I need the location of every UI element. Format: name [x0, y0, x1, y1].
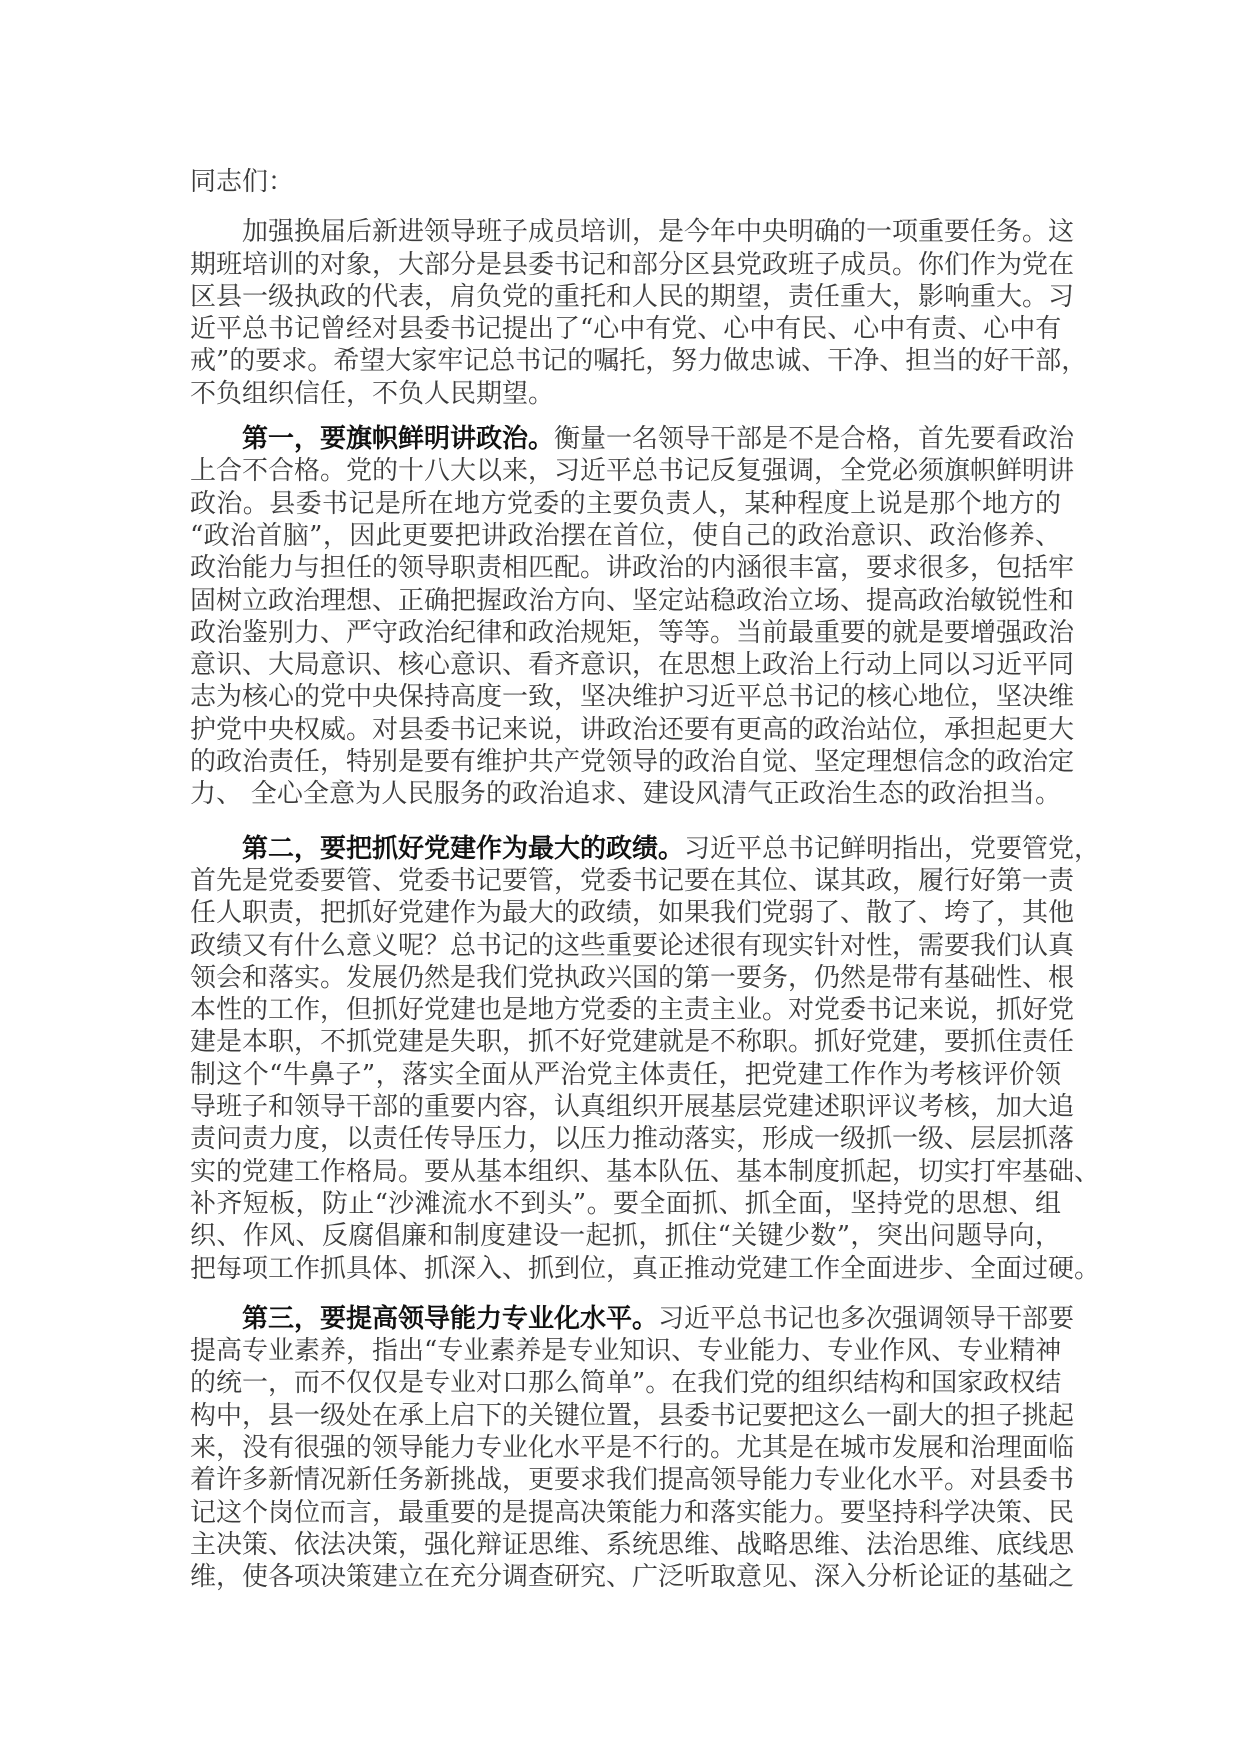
- text-line: [190, 216, 1075, 248]
- line-text: 习近平总书记鲜明指出，党要管党，: [684, 833, 1101, 864]
- line-text: 来，没有很强的领导能力专业化水平是不行的。尤其是在城市发展和治理面临: [190, 1432, 1075, 1463]
- line-text: 补齐短板，防止“沙滩流水不到头”。要全面抓、抓全面，坚持党的思想、组: [190, 1188, 1061, 1219]
- text-line: [190, 1303, 1075, 1335]
- text-line: [190, 1220, 1061, 1252]
- text-line: [190, 865, 1075, 897]
- section-heading: 第一，要旗帜鲜明讲政治。: [242, 424, 555, 455]
- line-text: 力、 全心全意为人民服务的政治追求、建设风清气正政治生态的政治担当。: [190, 779, 1061, 810]
- line-text: 提高专业素养，指出“专业素养是专业知识、专业能力、专业作风、专业精神: [190, 1336, 1062, 1367]
- line-text: 把每项工作抓具体、抓深入、抓到位，真正推动党建工作全面进步、全面过硬。: [190, 1253, 1101, 1284]
- text-line: [190, 1156, 1101, 1188]
- line-text: 衡量一名领导干部是不是合格，首先要看政治: [554, 424, 1075, 455]
- line-text: 政绩又有什么意义呢？总书记的这些重要论述很有现实针对性，需要我们认真: [190, 930, 1075, 961]
- line-text: 戒”的要求。希望大家牢记总书记的嘱托，努力做忠诚、干净、担当的好干部，: [190, 346, 1088, 377]
- line-text: 志为核心的党中央保持高度一致，坚决维护习近平总书记的核心地位，坚决维: [190, 682, 1075, 713]
- line-text: 领会和落实。发展仍然是我们党执政兴国的第一要务，仍然是带有基础性、根: [190, 962, 1075, 993]
- text-line: [190, 1529, 1075, 1561]
- paragraph: [190, 423, 1075, 811]
- line-text: 主决策、依法决策，强化辩证思维、系统思维、战略思维、法治思维、底线思: [190, 1529, 1075, 1560]
- line-text: 的统一，而不仅仅是专业对口那么简单”。在我们党的组织结构和国家政权结: [190, 1368, 1062, 1399]
- text-line: [190, 1059, 1061, 1091]
- line-text: 政治。县委书记是所在地方党委的主要负责人，某种程度上说是那个地方的: [190, 488, 1061, 519]
- line-text: 期班培训的对象，大部分是县委书记和部分区县党政班子成员。你们作为党在: [190, 249, 1075, 280]
- text-line: [190, 1335, 1061, 1367]
- text-line: [190, 378, 1061, 410]
- line-text: 区县一级执政的代表，肩负党的重托和人民的期望，责任重大，影响重大。习: [190, 281, 1075, 312]
- text-line: [190, 746, 1075, 778]
- text-line: [190, 488, 1061, 520]
- text-line: [190, 649, 1075, 681]
- line-text: 固树立政治理想、正确把握政治方向、坚定站稳政治立场、提高政治敏锐性和: [190, 585, 1075, 616]
- line-text: 记这个岗位而言，最重要的是提高决策能力和落实能力。要坚持科学决策、民: [190, 1497, 1075, 1528]
- text-line: [190, 1026, 1075, 1058]
- line-text: 政治能力与担任的领导职责相匹配。讲政治的内涵很丰富，要求很多，包括牢: [190, 553, 1075, 584]
- line-text: “政治首脑”，因此更要把讲政治摆在首位，使自己的政治意识、政治修养、: [190, 520, 1061, 551]
- text-line: [190, 345, 1088, 377]
- text-line: [190, 714, 1075, 746]
- line-text: 意识、大局意识、核心意识、看齐意识，在思想上政治上行动上同以习近平同: [190, 650, 1075, 681]
- text-line: [190, 1432, 1075, 1464]
- text-line: [190, 833, 1101, 865]
- line-text: 习近平总书记也多次强调领导干部要: [658, 1303, 1075, 1334]
- text-line: [190, 1253, 1101, 1285]
- text-line: [190, 585, 1075, 617]
- text-line: [190, 681, 1075, 713]
- text-line: [190, 1464, 1075, 1496]
- text-line: [190, 455, 1075, 487]
- text-line: [190, 1497, 1075, 1529]
- line-text: 建是本职，不抓党建是失职，抓不好党建就是不称职。抓好党建，要抓住责任: [190, 1027, 1075, 1058]
- text-line: [190, 1367, 1061, 1399]
- text-line: [190, 897, 1075, 929]
- text-line: [190, 1123, 1075, 1155]
- text-line: [190, 930, 1075, 962]
- line-text: 首先是党委要管、党委书记要管，党委书记要在其位、谋其政，履行好第一责: [190, 865, 1075, 896]
- line-text: 护党中央权威。对县委书记来说，讲政治还要有更高的政治站位，承担起更大: [190, 714, 1075, 745]
- line-text: 实的党建工作格局。要从基本组织、基本队伍、基本制度抓起，切实打牢基础、: [190, 1156, 1101, 1187]
- line-text: 制这个“牛鼻子”，落实全面从严治党主体责任，把党建工作作为考核评价领: [190, 1059, 1061, 1090]
- line-text: 着许多新情况新任务新挑战，更要求我们提高领导能力专业化水平。对县委书: [190, 1465, 1075, 1496]
- paragraph: [190, 216, 1088, 410]
- line-text: 的政治责任，特别是要有维护共产党领导的政治自觉、坚定理想信念的政治定: [190, 747, 1075, 778]
- greeting: 同志们：: [190, 167, 295, 197]
- line-text: 上合不合格。党的十八大以来，习近平总书记反复强调，全党必须旗帜鲜明讲: [190, 456, 1075, 487]
- paragraph: [190, 1303, 1075, 1594]
- line-text: 导班子和领导干部的重要内容，认真组织开展基层党建述职评议考核，加大追: [190, 1092, 1075, 1123]
- line-text: 维，使各项决策建立在充分调查研究、广泛听取意见、深入分析论证的基础之: [190, 1562, 1075, 1593]
- section-heading: 第二，要把抓好党建作为最大的政绩。: [242, 833, 685, 864]
- text-line: [190, 617, 1075, 649]
- text-line: [190, 962, 1075, 994]
- line-text: 政治鉴别力、严守政治纪律和政治规矩，等等。当前最重要的就是要增强政治: [190, 617, 1075, 648]
- text-line: [190, 249, 1075, 281]
- line-text: 构中，县一级处在承上启下的关键位置，县委书记要把这么一副大的担子挑起: [190, 1400, 1075, 1431]
- paragraph: [190, 833, 1101, 1285]
- text-line: [190, 313, 1061, 345]
- text-line: [190, 552, 1075, 584]
- text-line: [190, 1400, 1075, 1432]
- line-text: 织、作风、反腐倡廉和制度建设一起抓，抓住“关键少数”，突出问题导向，: [190, 1221, 1061, 1252]
- line-text: 近平总书记曾经对县委书记提出了“心中有党、心中有民、心中有责、心中有: [190, 314, 1062, 345]
- line-text: 责问责力度，以责任传导压力，以压力推动落实，形成一级抓一级、层层抓落: [190, 1124, 1075, 1155]
- line-text: 本性的工作，但抓好党建也是地方党委的主责主业。对党委书记来说，抓好党: [190, 995, 1075, 1026]
- text-line: [190, 1561, 1075, 1593]
- document-page: [190, 166, 1101, 1593]
- line-text: 任人职责，把抓好党建作为最大的政绩，如果我们党弱了、散了、垮了，其他: [190, 898, 1075, 929]
- text-line: [190, 423, 1075, 455]
- text-line: [190, 520, 1061, 552]
- section-heading: 第三，要提高领导能力专业化水平。: [242, 1303, 659, 1334]
- text-line: [190, 994, 1075, 1026]
- text-line: [190, 1091, 1075, 1123]
- line-text: 不负组织信任，不负人民期望。: [190, 378, 555, 409]
- text-line: [190, 281, 1075, 313]
- text-line: [190, 1188, 1061, 1220]
- line-text: 加强换届后新进领导班子成员培训，是今年中央明确的一项重要任务。这: [242, 217, 1075, 248]
- text-line: [190, 778, 1061, 810]
